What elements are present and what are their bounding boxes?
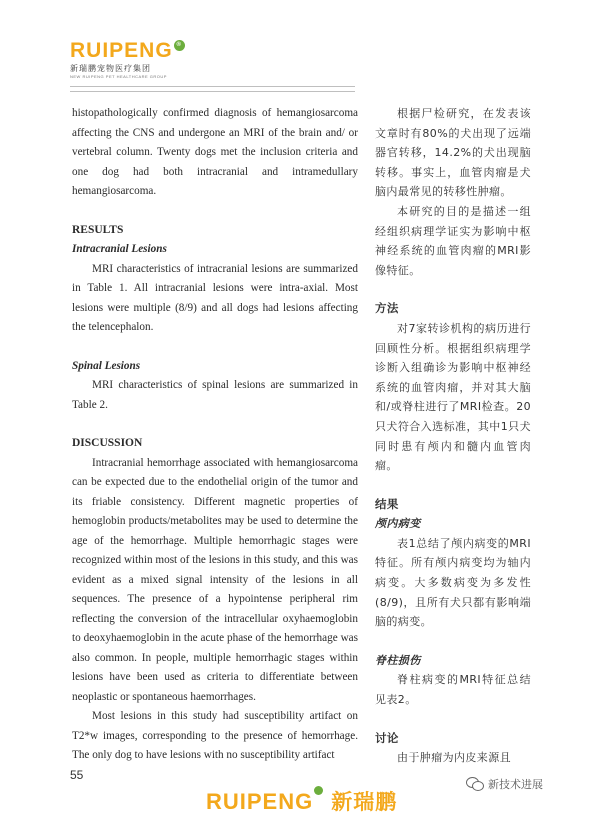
footer-brand: RUIPENG — [206, 789, 314, 814]
brand-name: RUIPENG — [70, 39, 173, 62]
paragraph: 根据尸检研究，在发表该文章时有80%的犬出现了远端器官转移，14.2%的犬出现脑转移。事实上，血管肉瘤是犬脑内最常见的转移性肿瘤。 — [375, 107, 531, 199]
spinal-heading: Spinal Lesions — [72, 359, 141, 372]
paragraph: MRI characteristics of spinal lesions are summarized in Table 2. — [72, 379, 358, 411]
paragraph: histopathologically confirmed diagnosis of hemangiosarcoma affecting the CNS and undergone an MRI of the brain and/ or vertebral column. Twenty dogs met the inclusion criteria and one dog had both intracranial and intramedullary hemangiosarcoma. — [72, 107, 358, 197]
results-heading: RESULTS — [72, 223, 124, 236]
footer-badge-icon — [314, 786, 323, 795]
chinese-column — [375, 104, 531, 768]
paragraph: 表1总结了颅内病变的MRI特征。所有颅内病变均为轴内病变。大多数病变为多发性(8/9)，且所有犬只都有影响端脑的病变。 — [375, 536, 531, 629]
paragraph: Most lesions in this study had susceptibility artifact on T2*w images, corresponding to the presence of hemorrhage. The only dog to have lesions with no susceptibility artifact — [72, 710, 358, 761]
english-column — [72, 104, 358, 766]
paragraph: 脊柱病变的MRI特征总结见表2。 — [375, 673, 531, 707]
discussion-heading: DISCUSSION — [72, 437, 143, 449]
footer-brand-cn: 新瑞鹏 — [331, 790, 398, 814]
paragraph: 本研究的目的是描述一组经组织病理学证实为影响中枢神经系统的血管肉瘤的MRI影像特征。 — [375, 204, 531, 277]
intracranial-heading: Intracranial Lesions — [72, 243, 167, 255]
brand-subtitle-cn: 新瑞鹏宠物医疗集团 — [70, 64, 151, 73]
brand-logo — [70, 40, 185, 61]
paragraph: Intracranial hemorrhage associated with hemangiosarcoma can be expected due to the endothelial origin of the tumor and its friable consistency. Different magnetic properties of hemoglobin products/metabolites may be used to determine the age of the hemorrhage. Multiple hemorrhagic stages were recognized within most of the lesions in this study, and this was evident as a mixed signal intensity of the lesions in all sequences. The presence of a hypointense peripheral rim reflecting the conversion of the intracellular oxyhaemoglobin to deoxyhaemoglobin in the acute phase of the hemorrhage was also common. In people, multiple hemorrhagic stages within lesions have been used as criteria to differentiate between neoplastic or spontaneous haemorrhages. — [72, 456, 358, 703]
footer-logo — [206, 786, 397, 816]
wechat-label: 新技术进展 — [488, 778, 543, 791]
discussion-heading-cn: 讨论 — [375, 730, 399, 745]
spinal-heading-cn: 脊柱损伤 — [375, 653, 421, 667]
header-logo — [70, 40, 185, 79]
brand-subtitle-en: NEW RUIPENG PET HEALTHCARE GROUP — [70, 74, 167, 79]
paragraph: 由于肿瘤为内皮来源且 — [397, 751, 511, 765]
wechat-icon — [466, 777, 484, 791]
intracranial-heading-cn: 颅内病变 — [375, 517, 421, 531]
results-heading-cn: 结果 — [375, 496, 399, 511]
paragraph: 对7家转诊机构的病历进行回顾性分析。根据组织病理学诊断入组确诊为影响中枢神经系统的血管肉瘤，并对其大脑和/或脊柱进行了MRI检查。20只犬符合入选标准，其中1只犬同时患有颅内和髓内血管肉瘤。 — [375, 321, 531, 473]
header-divider-2 — [70, 91, 355, 92]
paragraph: MRI characteristics of intracranial lesions are summarized in Table 1. All intracranial lesions were intra-axial. Most lesions were multiple (8/9) and all dogs had lesions affecting the telencephalon. — [72, 262, 358, 333]
wechat-account[interactable] — [466, 776, 543, 792]
registered-badge-icon: ® — [174, 40, 185, 51]
page-number: 55 — [70, 768, 84, 782]
methods-heading-cn: 方法 — [375, 301, 399, 316]
header-divider — [70, 86, 355, 87]
